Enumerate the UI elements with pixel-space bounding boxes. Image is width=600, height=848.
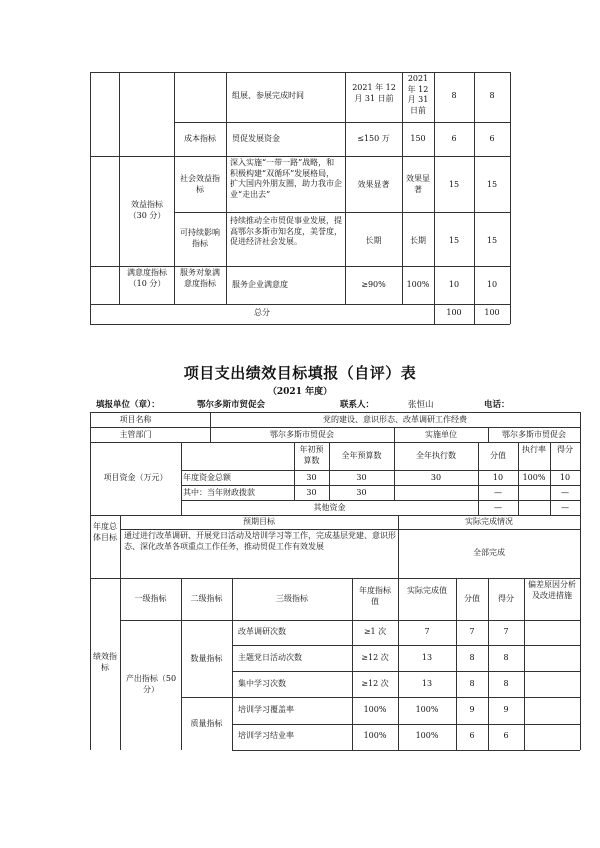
perf-r3-score: 8 (503, 679, 509, 688)
top-r4-target: 长期 (365, 236, 382, 245)
top-r3-actual: 效果显著 (406, 174, 430, 194)
top-r2-l3: 贸促发展资金 (232, 134, 280, 143)
perf-r5-score-value: 6 (469, 731, 475, 740)
perf-r2-l3: 主题党日活动次数 (238, 653, 302, 662)
top-total-value: 100 (446, 308, 462, 317)
top-r2-actual: 150 (410, 134, 426, 143)
perf-r4-target: 100% (363, 705, 387, 714)
perf-r1-score: 7 (503, 627, 509, 636)
top-r4-l2: 可持续影响指标 (180, 228, 220, 248)
impl-label: 实施单位 (425, 430, 457, 439)
phone-label: 电话： (484, 400, 510, 410)
perf-r1-l3: 改革调研次数 (238, 627, 286, 636)
perf-r4-score-value: 9 (469, 705, 475, 714)
funds-h-full: 全年预算数 (341, 451, 382, 460)
perf-h-l1: 一级指标 (134, 594, 167, 603)
perf-r5-target: 100% (363, 731, 387, 740)
funds-h-initial: 年初预算数 (299, 445, 324, 465)
top-r5-score-value: 10 (448, 280, 460, 289)
top-r4-score: 15 (486, 236, 498, 245)
project-name-label: 项目名称 (119, 415, 152, 424)
funds-r3-name: 其他资金 (313, 503, 346, 512)
perf-l2-quantity: 数量指标 (190, 654, 223, 663)
perf-r2-score: 8 (503, 653, 509, 662)
top-r5-l2: 服务对象满意度指标 (180, 268, 220, 288)
funds-r1-rate: 100% (522, 473, 546, 482)
goal-label: 年度总体目标 (93, 522, 117, 542)
top-r4-actual: 长期 (410, 236, 426, 245)
perf-r4-actual: 100% (415, 705, 439, 714)
perf-r3-actual: 13 (421, 679, 433, 688)
top-r1-score-value: 8 (451, 91, 457, 100)
perf-r4-l3: 培训学习覆盖率 (238, 705, 294, 714)
perf-h-reason: 偏差原因分析及改进措施 (528, 580, 576, 600)
perf-l2-quality: 质量指标 (190, 719, 223, 728)
top-r4-score-value: 15 (448, 236, 460, 245)
top-r3-l2: 社会效益指标 (180, 174, 220, 194)
top-r3-target: 效果显著 (357, 180, 390, 189)
goal-expected: 通过进行改革调研、开展党日活动及培训学习等工作，完成基层党建、意识形态、深化改革各项重点工作任务，推动贸促工作有效发展 (124, 531, 396, 551)
dept-value: 鄂尔多斯市贸促会 (270, 430, 334, 439)
funds-r1-score-value: 10 (492, 473, 504, 482)
goal-expected-label: 预期目标 (243, 517, 275, 526)
impl-value: 鄂尔多斯市贸促会 (502, 430, 566, 439)
funds-r1-name: 年度资金总额 (183, 473, 231, 482)
top-r2-l2: 成本指标 (184, 134, 216, 143)
funds-r1-initial: 30 (306, 473, 317, 482)
top-r2-target: ≤150 万 (357, 134, 390, 143)
funds-r1-exec: 30 (430, 473, 442, 482)
top-r4-l3: 持续推动全市贸促事业发展，提高鄂尔多斯市知名度，美誉度，促进经济社会发展。 (230, 216, 342, 247)
perf-h-score: 得分 (498, 594, 514, 603)
top-r1-actual: 2021 年 12 月 31 日前 (407, 74, 429, 115)
perf-r5-actual: 100% (415, 731, 439, 740)
unit-value: 鄂尔多斯市贸促会 (197, 400, 266, 410)
perf-h-score-value: 分值 (464, 594, 480, 603)
perf-r3-score-value: 8 (469, 679, 475, 688)
contact-value: 张恒山 (408, 400, 434, 410)
unit-label: 填报单位（章）： (96, 400, 160, 410)
top-r5-target: ≥90% (361, 280, 386, 289)
project-name: 党的建设、意识形态、改革调研工作经费 (323, 415, 467, 424)
form-year: （2021 年度） (267, 387, 333, 397)
perf-r5-score: 6 (503, 731, 509, 740)
perf-r4-score: 9 (503, 705, 509, 714)
goal-actual: 全部完成 (473, 548, 505, 557)
funds-r3-score-value: — (494, 503, 502, 512)
top-r1-l3: 组展、参展完成时间 (232, 91, 304, 100)
perf-r2-target: ≥12 次 (361, 653, 389, 662)
funds-r1-score: 10 (559, 473, 571, 482)
top-r3-score: 15 (486, 180, 498, 189)
form-title: 项目支出绩效目标填报（自评）表 (183, 364, 417, 382)
goal-actual-label: 实际完成情况 (465, 517, 513, 526)
funds-r2-score-value: — (494, 488, 502, 497)
top-r1-score: 8 (489, 91, 495, 100)
perf-label: 绩效指标 (93, 652, 117, 672)
top-r2-score-value: 6 (451, 134, 457, 143)
funds-r2-name: 其中：当年财政拨款 (183, 488, 255, 497)
perf-r2-score-value: 8 (469, 653, 475, 662)
perf-h-actual: 实际完成值 (407, 586, 447, 595)
top-satisfaction-label: 满意度指标（10 分） (127, 268, 167, 288)
top-r3-score-value: 15 (448, 180, 460, 189)
perf-r3-target: ≥12 次 (361, 679, 389, 688)
funds-r2-full: 30 (356, 488, 367, 497)
funds-h-rate: 执行率 (522, 445, 546, 454)
top-total-label: 总分 (254, 308, 270, 317)
perf-h-l3: 三级指标 (276, 594, 308, 603)
perf-r2-actual: 13 (421, 653, 433, 662)
perf-h-l2: 二级指标 (190, 594, 223, 603)
funds-r1-full: 30 (356, 473, 367, 482)
perf-r5-l3: 培训学习结业率 (238, 731, 294, 740)
top-r2-score: 6 (489, 134, 495, 143)
funds-r3-score: — (561, 503, 569, 512)
perf-h-target: 年度指标值 (359, 586, 391, 606)
perf-l1-output: 产出指标（50 分） (125, 674, 177, 694)
top-efficiency-label: 效益指标 （30 分） (128, 200, 166, 220)
funds-h-score-value: 分值 (490, 451, 506, 460)
perf-r1-score-value: 7 (469, 627, 475, 636)
funds-h-score: 得分 (557, 445, 573, 454)
top-total-score: 100 (484, 308, 500, 317)
top-r3-l3: 深入实施“一带一路”战略，和积极构建“双循环”发展格局，扩大国内外朋友圈，助力我市企业“走出去” (230, 158, 342, 199)
contact-label: 联系人： (340, 400, 375, 410)
funds-label: 项目资金（万元） (103, 473, 168, 482)
perf-r1-actual: 7 (424, 627, 430, 636)
top-r5-score: 10 (486, 280, 498, 289)
perf-r1-target: ≥1 次 (363, 627, 387, 636)
perf-r3-l3: 集中学习次数 (238, 679, 286, 688)
funds-r2-initial: 30 (306, 488, 317, 497)
top-r5-actual: 100% (406, 280, 430, 289)
top-r5-l3: 服务企业满意度 (232, 280, 288, 289)
funds-r2-score: — (561, 488, 569, 497)
top-r1-target: 2021 年 12 月 31 日前 (352, 83, 396, 103)
dept-label: 主管部门 (119, 430, 152, 439)
funds-h-exec: 全年执行数 (416, 451, 456, 460)
